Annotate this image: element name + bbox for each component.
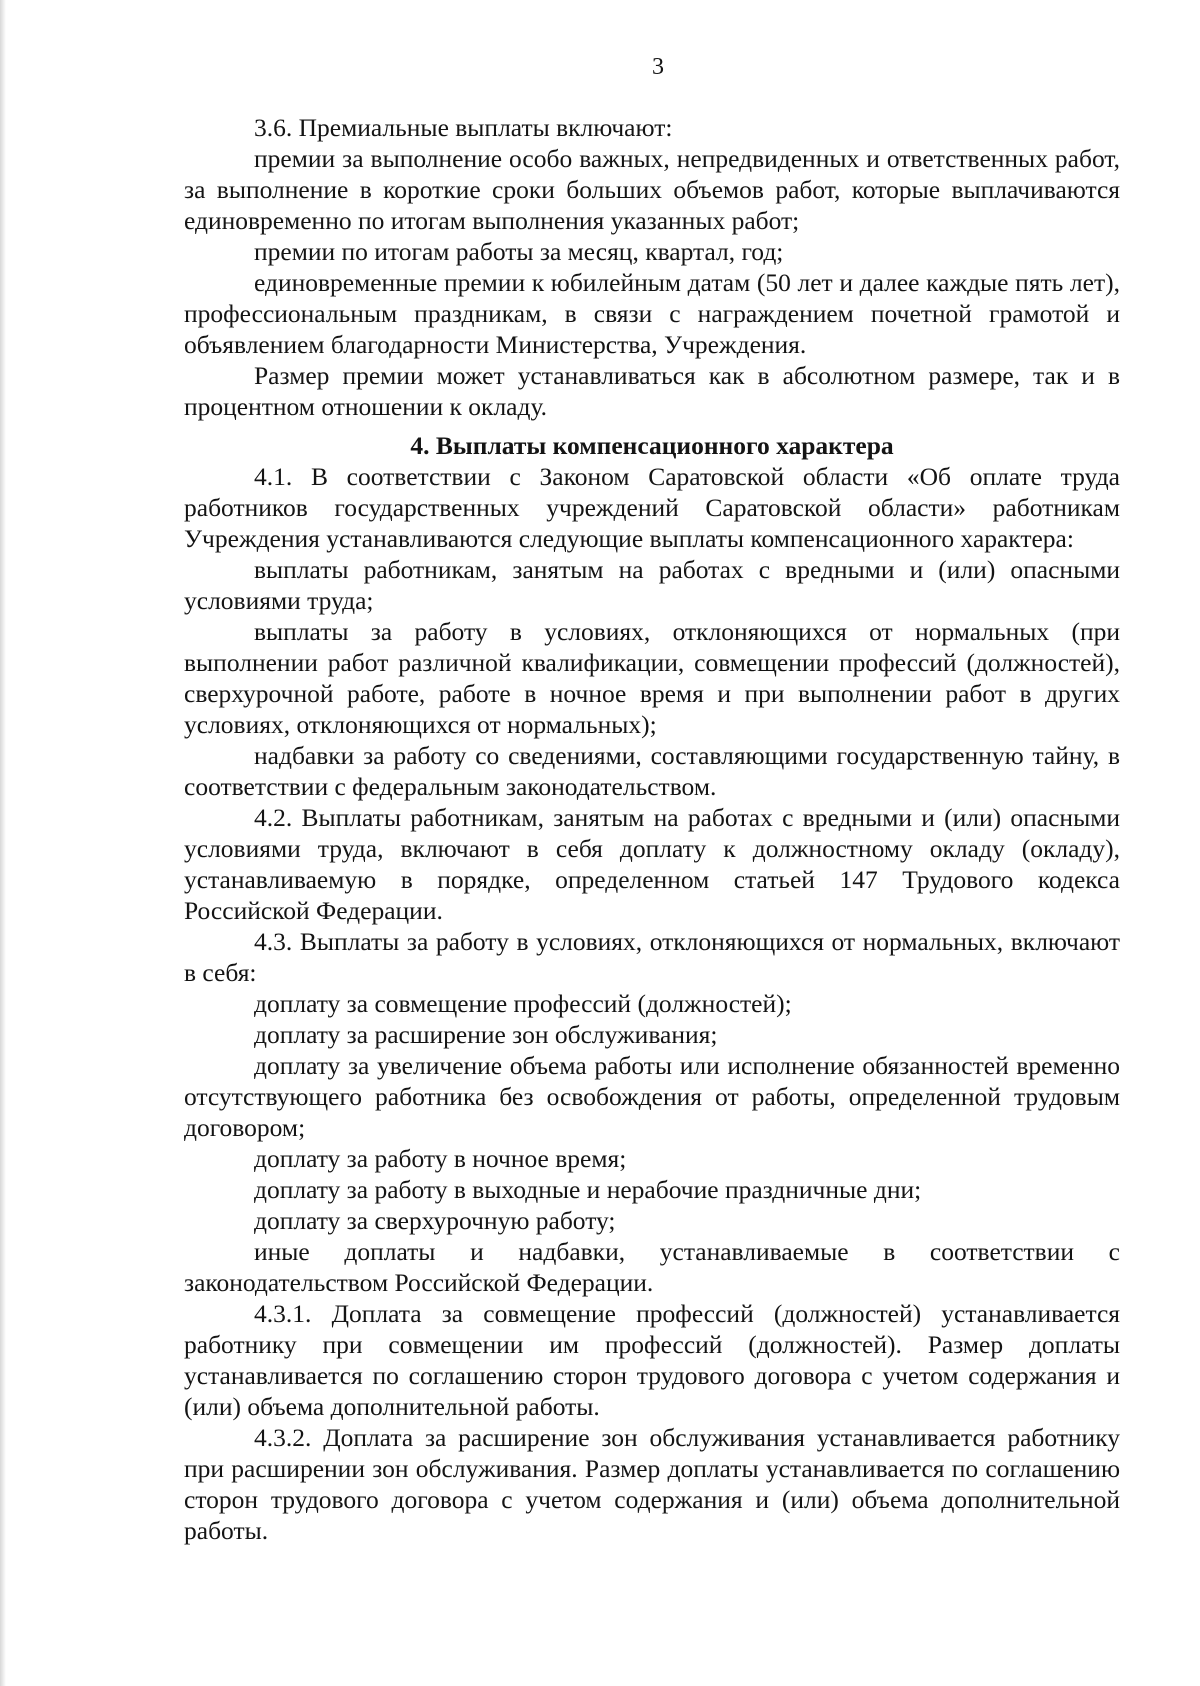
clause-4-3-2: 4.3.2. Доплата за расширение зон обслуживания устанавливается работнику при расширении зон обслуживания. Размер доплаты устанавливается по соглашению сторон трудового договора с учетом содержания и (или) объема дополнительной работы. bbox=[184, 1423, 1120, 1545]
list-item: доплату за сверхурочную работу; bbox=[254, 1206, 616, 1235]
section-3-6 bbox=[184, 112, 1120, 422]
list-item: надбавки за работу со сведениями, составляющими государственную тайну, в соответствии с федеральным законодательством. bbox=[184, 741, 1120, 801]
clause-4-3: 4.3. Выплаты за работу в условиях, отклоняющихся от нормальных, включают в себя: bbox=[184, 927, 1120, 987]
list-item: иные доплаты и надбавки, устанавливаемые в соответствии с законодательством Российской Федерации. bbox=[184, 1237, 1120, 1297]
paragraph: Размер премии может устанавливаться как в абсолютном размере, так и в процентном отношении к окладу. bbox=[184, 361, 1120, 421]
list-item: доплату за работу в выходные и нерабочие праздничные дни; bbox=[254, 1175, 922, 1204]
section-4 bbox=[184, 430, 1120, 1546]
list-item: выплаты за работу в условиях, отклоняющихся от нормальных (при выполнении работ различной квалификации, совмещении профессий (должностей), сверхурочной работе, работе в ночное время и при выполнении работ в других условиях, отклоняющихся от нормальных); bbox=[184, 617, 1120, 739]
list-item: премии по итогам работы за месяц, квартал, год; bbox=[254, 237, 784, 266]
list-item: доплату за работу в ночное время; bbox=[254, 1144, 627, 1173]
clause-4-2: 4.2. Выплаты работникам, занятым на работах с вредными и (или) опасными условиями труда, включают в себя доплату к должностному окладу (окладу), устанавливаемую в порядке, определенном статьей 147 Трудового кодекса Российской Федерации. bbox=[184, 803, 1120, 925]
clause-3-6-intro: 3.6. Премиальные выплаты включают: bbox=[254, 113, 673, 142]
document-page bbox=[184, 52, 1120, 1546]
clause-4-3-1: 4.3.1. Доплата за совмещение профессий (должностей) устанавливается работнику при совмещении им профессий (должностей). Размер доплаты устанавливается по соглашению сторон трудового договора с учетом содержания и (или) объема дополнительной работы. bbox=[184, 1299, 1120, 1421]
list-item: премии за выполнение особо важных, непредвиденных и ответственных работ, за выполнение в короткие сроки больших объемов работ, которые выплачиваются единовременно по итогам выполнения указанных работ; bbox=[184, 144, 1120, 235]
list-item: доплату за совмещение профессий (должностей); bbox=[254, 989, 792, 1018]
list-item: доплату за увеличение объема работы или исполнение обязанностей временно отсутствующего работника без освобождения от работы, определенной трудовым договором; bbox=[184, 1051, 1120, 1142]
list-item: выплаты работникам, занятым на работах с вредными и (или) опасными условиями труда; bbox=[184, 555, 1120, 615]
scan-edge-shadow bbox=[0, 0, 6, 1686]
list-item: единовременные премии к юбилейным датам (50 лет и далее каждые пять лет), профессиональным праздникам, в связи с награждением почетной грамотой и объявлением благодарности Министерства, Учреждения. bbox=[184, 268, 1120, 359]
document-body bbox=[184, 112, 1120, 1546]
clause-4-1: 4.1. В соответствии с Законом Саратовской области «Об оплате труда работников государственных учреждений Саратовской области» работникам Учреждения устанавливаются следующие выплаты компенсационного характера: bbox=[184, 462, 1120, 553]
page-number: 3 bbox=[652, 54, 664, 80]
list-item: доплату за расширение зон обслуживания; bbox=[254, 1020, 718, 1049]
section-heading: 4. Выплаты компенсационного характера bbox=[410, 431, 894, 460]
